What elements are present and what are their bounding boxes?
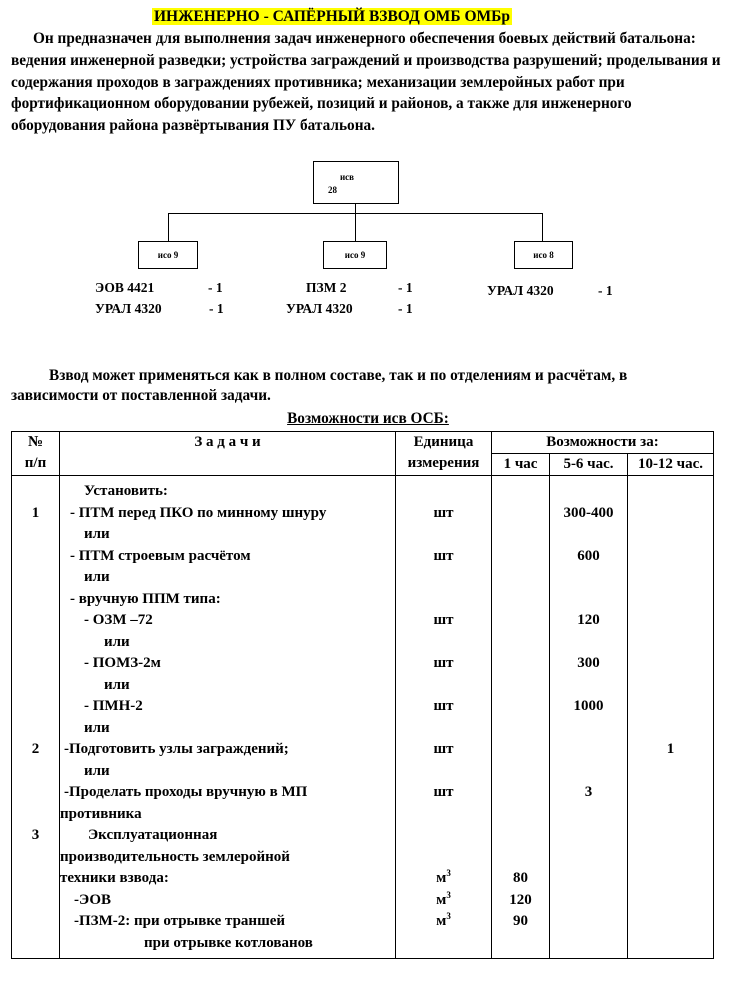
cell-num bbox=[12, 567, 59, 589]
cell-task: техники взвода: bbox=[60, 870, 169, 886]
equipment-name: ПЗМ 2 bbox=[306, 280, 347, 295]
equipment-qty: - 1 bbox=[398, 280, 413, 295]
cell-h1: 120 bbox=[509, 891, 532, 908]
intro-line: батальона: ведения инженерной разведки; устройства заграждений и производства bbox=[11, 30, 696, 69]
cell-h1 bbox=[492, 610, 549, 632]
cell-task: - ПМН-2 bbox=[84, 698, 143, 714]
cell-num bbox=[12, 782, 59, 804]
cell-h1012 bbox=[628, 804, 713, 826]
cell-h56 bbox=[550, 761, 627, 783]
header-period: 1 час bbox=[492, 454, 550, 476]
cell-h1 bbox=[492, 782, 549, 804]
header-num-line: № bbox=[27, 434, 44, 450]
cell-h1 bbox=[492, 567, 549, 589]
cell-h56: 300 bbox=[577, 655, 600, 671]
cell-h56 bbox=[550, 718, 627, 740]
cell-task: или bbox=[104, 676, 130, 693]
cell-num: 2 bbox=[31, 741, 40, 757]
cell-num bbox=[12, 653, 59, 675]
cell-h56 bbox=[550, 567, 627, 589]
cell-num bbox=[12, 546, 59, 568]
cell-unit: $м^3$ bbox=[436, 889, 451, 908]
cell-unit: $м^3$ bbox=[436, 911, 451, 929]
cell-h1 bbox=[492, 825, 549, 847]
cell-unit bbox=[396, 481, 491, 503]
cell-task: - ПОМЗ-2м bbox=[84, 655, 161, 671]
cell-h1 bbox=[492, 503, 549, 525]
cell-h56 bbox=[550, 847, 627, 869]
squad-label: исо 9 bbox=[344, 250, 366, 260]
cell-num bbox=[12, 675, 59, 697]
intro-paragraph bbox=[11, 28, 723, 137]
table-header-row bbox=[12, 432, 714, 454]
header-capability-text: Возможности за: bbox=[546, 434, 659, 450]
platoon-label: исв bbox=[340, 172, 355, 182]
header-period: 5-6 час. bbox=[550, 454, 628, 476]
cell-h56 bbox=[550, 890, 627, 912]
header-task-text: З а д а ч и bbox=[194, 434, 261, 450]
cell-task: -ПЗМ-2: при отрывке траншей bbox=[74, 913, 286, 929]
cell-num bbox=[12, 696, 59, 718]
cell-h1012 bbox=[628, 610, 713, 632]
cell-task: Эксплуатационная bbox=[88, 827, 218, 843]
connector-line bbox=[168, 213, 169, 241]
connector-line bbox=[355, 213, 356, 241]
cell-h1012 bbox=[628, 632, 713, 654]
cell-h56 bbox=[550, 911, 627, 933]
cell-unit bbox=[396, 761, 491, 783]
cell-h1012 bbox=[628, 868, 713, 890]
equipment-name: УРАЛ 4320 bbox=[487, 283, 554, 298]
cell-h1 bbox=[492, 589, 549, 611]
cell-task: противника bbox=[60, 805, 142, 822]
cell-h1: 80 bbox=[513, 870, 528, 886]
cell-h1012 bbox=[628, 503, 713, 525]
cell-h1 bbox=[492, 739, 549, 761]
cell-h56 bbox=[550, 589, 627, 611]
intro-line: механизации землеройных работ при фортификационном оборудовании рубежей, bbox=[11, 73, 625, 113]
cell-task: - ОЗМ –72 bbox=[84, 612, 153, 628]
table-caption-text: Возможности исв ОСБ: bbox=[287, 410, 449, 427]
usage-line: Взвод может применяться как в полном составе, так и по отделениям и расчётам, в bbox=[49, 367, 628, 384]
cell-task: -Проделать проходы вручную в МП bbox=[64, 784, 308, 800]
cell-task: или bbox=[84, 719, 110, 736]
cell-h1012 bbox=[628, 567, 713, 589]
cell-h56: 3 bbox=[584, 784, 593, 800]
equipment-name: УРАЛ 4320 bbox=[286, 301, 353, 316]
cell-num bbox=[12, 610, 59, 632]
header-task bbox=[60, 432, 396, 476]
cell-task: -ЭОВ bbox=[74, 891, 112, 908]
cell-h1 bbox=[492, 718, 549, 740]
cell-num bbox=[12, 868, 59, 890]
header-period: 10-12 час. bbox=[628, 454, 714, 476]
usage-paragraph bbox=[11, 366, 725, 406]
hour1-column bbox=[492, 476, 550, 959]
cell-h1012 bbox=[628, 718, 713, 740]
equipment-qty: - 1 bbox=[598, 283, 613, 298]
platoon-count: 28 bbox=[328, 185, 337, 195]
cell-num bbox=[12, 524, 59, 546]
cell-h56 bbox=[550, 933, 627, 955]
cell-task: при отрывке котлованов bbox=[144, 934, 313, 951]
cell-unit bbox=[396, 933, 491, 955]
cell-unit bbox=[396, 675, 491, 697]
cell-unit: шт bbox=[433, 741, 454, 757]
cell-unit bbox=[396, 804, 491, 826]
cell-h56 bbox=[550, 632, 627, 654]
cell-unit bbox=[396, 632, 491, 654]
intro-line: позиций и районов, а также для инженерного оборудования района развёртывания ПУ bbox=[11, 95, 632, 135]
header-unit-line: Единица bbox=[413, 434, 474, 450]
cell-num bbox=[12, 632, 59, 654]
equipment-name: ЭОВ 4421 bbox=[95, 280, 155, 295]
cell-num bbox=[12, 589, 59, 611]
cell-h1 bbox=[492, 696, 549, 718]
cell-task: - ПТМ строевым расчётом bbox=[70, 547, 251, 564]
task-column bbox=[60, 476, 396, 959]
cell-num bbox=[12, 911, 59, 933]
cell-h1 bbox=[492, 481, 549, 503]
header-num bbox=[12, 432, 60, 476]
cell-h1 bbox=[492, 632, 549, 654]
cell-unit bbox=[396, 524, 491, 546]
cell-num: 3 bbox=[31, 827, 40, 843]
num-column bbox=[12, 476, 60, 959]
equipment-name: УРАЛ 4320 bbox=[95, 301, 162, 316]
cell-unit: шт bbox=[433, 612, 454, 628]
cell-unit: $м^3$ bbox=[436, 868, 451, 886]
cell-h56: 600 bbox=[577, 547, 600, 564]
cell-h1 bbox=[492, 675, 549, 697]
cell-h1012 bbox=[628, 782, 713, 804]
document-title: ИНЖЕНЕРНО - САПЁРНЫЙ ВЗВОД ОМБ ОМБр bbox=[153, 8, 510, 25]
unit-column bbox=[396, 476, 492, 959]
equipment-qty: - 1 bbox=[209, 301, 224, 316]
cell-h56: 300-400 bbox=[563, 504, 614, 521]
cell-h1 bbox=[492, 546, 549, 568]
title-block bbox=[0, 8, 664, 26]
cell-unit: шт bbox=[433, 504, 454, 521]
cell-h1012 bbox=[628, 911, 713, 933]
intro-line: батальона. bbox=[300, 117, 375, 135]
squad-label: исо 9 bbox=[157, 250, 179, 260]
hour1012-column bbox=[628, 476, 714, 959]
cell-num bbox=[12, 761, 59, 783]
cell-num bbox=[12, 847, 59, 869]
cell-unit: шт bbox=[433, 655, 454, 671]
cell-h56 bbox=[550, 739, 627, 761]
cell-h1012 bbox=[628, 847, 713, 869]
cell-unit: шт bbox=[433, 784, 454, 800]
cell-h1012 bbox=[628, 696, 713, 718]
cell-task: Установить: bbox=[84, 483, 168, 499]
cell-h1 bbox=[492, 847, 549, 869]
cell-task: производительность землеройной bbox=[60, 848, 290, 865]
header-unit-line: измерения bbox=[407, 455, 480, 471]
cell-num bbox=[12, 718, 59, 740]
usage-line: зависимости от поставленной задачи. bbox=[11, 387, 271, 404]
cell-num bbox=[12, 804, 59, 826]
cell-h1012 bbox=[628, 546, 713, 568]
cell-task: -Подготовить узлы заграждений; bbox=[64, 741, 289, 757]
cell-h1 bbox=[492, 804, 549, 826]
cell-h1012 bbox=[628, 481, 713, 503]
cell-h1012 bbox=[628, 761, 713, 783]
cell-h1: 90 bbox=[513, 913, 528, 929]
table-body-row bbox=[12, 476, 714, 959]
header-unit bbox=[396, 432, 492, 476]
equipment-qty: - 1 bbox=[208, 280, 223, 295]
cell-h56 bbox=[550, 675, 627, 697]
cell-h56 bbox=[550, 524, 627, 546]
squad-box bbox=[514, 241, 573, 269]
cell-unit bbox=[396, 589, 491, 611]
squad-box bbox=[138, 241, 198, 269]
cell-h1012 bbox=[628, 589, 713, 611]
intro-line: Он предназначен для выполнения задач инженерного обеспечения боевых действий bbox=[33, 30, 616, 47]
intro-line: разрушений; проделывания и содержания проходов в заграждениях противника; bbox=[11, 51, 721, 91]
cell-task: или bbox=[84, 526, 110, 542]
cell-h1012 bbox=[628, 653, 713, 675]
cell-h56: 120 bbox=[577, 612, 600, 628]
squad-box bbox=[323, 241, 387, 269]
squad-label: исо 8 bbox=[533, 250, 554, 260]
cell-h1012 bbox=[628, 524, 713, 546]
cell-h1012 bbox=[628, 933, 713, 955]
cell-h1 bbox=[492, 761, 549, 783]
cell-unit bbox=[396, 847, 491, 869]
cell-h1 bbox=[492, 933, 549, 955]
cell-h56: 1000 bbox=[573, 698, 604, 714]
cell-h56 bbox=[550, 825, 627, 847]
cell-num bbox=[12, 890, 59, 912]
cell-task: или bbox=[84, 762, 110, 779]
cell-h1 bbox=[492, 524, 549, 546]
equipment-qty: - 1 bbox=[398, 301, 413, 316]
cell-h1012 bbox=[628, 890, 713, 912]
hour56-column bbox=[550, 476, 628, 959]
cell-h1012 bbox=[628, 675, 713, 697]
cell-num bbox=[12, 933, 59, 955]
cell-h56 bbox=[550, 481, 627, 503]
cell-unit bbox=[396, 718, 491, 740]
cell-task: - ПТМ перед ПКО по минному шнуру bbox=[70, 504, 327, 521]
connector-line bbox=[542, 213, 543, 241]
cell-task: или bbox=[104, 633, 130, 650]
cell-unit: шт bbox=[433, 698, 454, 714]
table-caption bbox=[0, 410, 736, 428]
capabilities-table bbox=[11, 431, 714, 959]
cell-unit: шт bbox=[433, 547, 454, 564]
cell-unit bbox=[396, 567, 491, 589]
platoon-box bbox=[313, 161, 399, 204]
cell-num bbox=[12, 481, 59, 503]
header-capability bbox=[492, 432, 714, 454]
cell-h1 bbox=[492, 653, 549, 675]
header-num-line: п/п bbox=[24, 455, 47, 471]
cell-task: или bbox=[84, 569, 110, 585]
cell-h1012 bbox=[628, 825, 713, 847]
cell-num: 1 bbox=[31, 504, 40, 521]
cell-h56 bbox=[550, 868, 627, 890]
cell-task: - вручную ППМ типа: bbox=[70, 590, 221, 607]
cell-h56 bbox=[550, 804, 627, 826]
cell-h1012: 1 bbox=[666, 741, 675, 757]
cell-unit bbox=[396, 825, 491, 847]
